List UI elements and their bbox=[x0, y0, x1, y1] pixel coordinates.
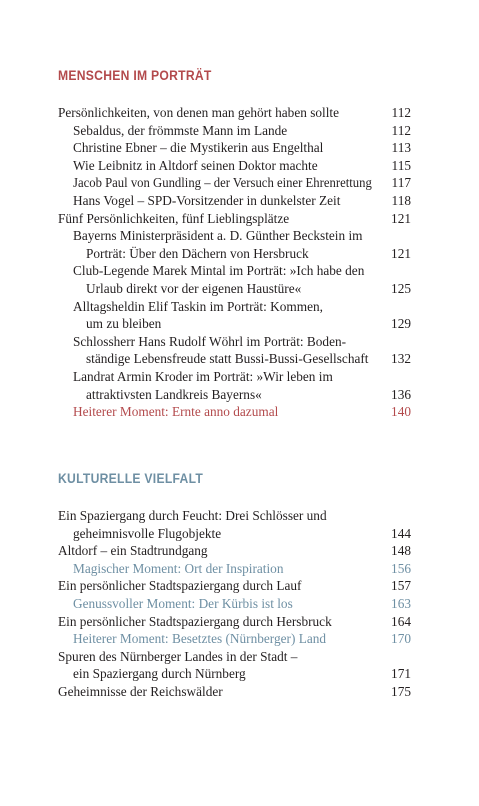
toc-entry[interactable] bbox=[58, 139, 411, 157]
toc-entry-title: Alltagsheldin Elif Taskin im Porträt: Kommen, bbox=[73, 298, 323, 314]
toc-entry-page: 132 bbox=[391, 351, 411, 367]
toc-entry-page: 113 bbox=[391, 140, 411, 156]
toc-entry[interactable] bbox=[58, 122, 411, 140]
toc-entry-title: Ein persönlicher Stadtspaziergang durch Lauf bbox=[58, 578, 302, 594]
toc-entry-page: 129 bbox=[391, 316, 411, 332]
toc-entry-continuation[interactable] bbox=[58, 665, 411, 683]
toc-entry-title: Heiterer Moment: Besetztes (Nürnberger) Land bbox=[73, 631, 327, 647]
toc-entry-page: 115 bbox=[391, 157, 411, 173]
toc-entry-title: Hans Vogel – SPD-Vorsitzender in dunkelster Zeit bbox=[73, 192, 341, 208]
toc-entry-highlight[interactable] bbox=[58, 630, 411, 648]
toc-entry-continuation[interactable] bbox=[58, 245, 411, 263]
toc-entry-page: 140 bbox=[391, 404, 411, 420]
toc-entry-title: Wie Leibnitz in Altdorf seinen Doktor machte bbox=[73, 157, 318, 173]
toc-entry-title: um zu bleiben bbox=[86, 316, 162, 332]
toc-entry-page: 175 bbox=[391, 683, 411, 699]
toc-entry[interactable] bbox=[58, 227, 411, 245]
toc-entry-page: 164 bbox=[391, 613, 411, 629]
toc-entry-title: Sebaldus, der frömmste Mann im Lande bbox=[73, 122, 288, 138]
toc-entry-title: Porträt: Über den Dächern von Hersbruck bbox=[86, 245, 309, 261]
toc-entry[interactable] bbox=[58, 298, 411, 316]
toc-entry[interactable] bbox=[58, 174, 411, 192]
toc-entry-title: Club-Legende Marek Mintal im Porträt: »Ich habe den bbox=[73, 263, 365, 279]
toc-entry-title: Spuren des Nürnberger Landes in der Stadt – bbox=[58, 648, 298, 664]
toc-entry-title: Schlossherr Hans Rudolf Wöhrl im Porträt: Boden- bbox=[73, 333, 347, 349]
toc-entry-continuation[interactable] bbox=[58, 350, 411, 368]
toc-entry-page: 121 bbox=[391, 210, 411, 226]
toc-entry-page: 136 bbox=[391, 386, 411, 402]
section-heading-kulturelle-vielfalt: KULTURELLE VIELFALT bbox=[58, 471, 204, 486]
toc-entry-page: 148 bbox=[391, 543, 411, 559]
toc-entry-continuation[interactable] bbox=[58, 315, 411, 333]
toc-entry-page: 163 bbox=[391, 595, 411, 611]
toc-entry-continuation[interactable] bbox=[58, 386, 411, 404]
toc-entry-title: ein Spaziergang durch Nürnberg bbox=[73, 666, 246, 682]
toc-list-menschen-im-portraet bbox=[58, 104, 411, 421]
toc-entry-page: 112 bbox=[391, 122, 411, 138]
toc-entry[interactable] bbox=[58, 542, 411, 560]
toc-entry-title: Altdorf – ein Stadtrundgang bbox=[58, 543, 208, 559]
toc-entry-title: Bayerns Ministerpräsident a. D. Günther Beckstein im bbox=[73, 228, 363, 244]
toc-entry[interactable] bbox=[58, 507, 411, 525]
toc-entry-page: 112 bbox=[391, 105, 411, 120]
toc-entry-title bbox=[73, 174, 386, 192]
toc-entry-title: Urlaub direkt vor der eigenen Haustüre« bbox=[86, 280, 302, 296]
toc-entry-title: attraktivsten Landkreis Bayerns« bbox=[86, 386, 262, 402]
toc-entry[interactable] bbox=[58, 683, 411, 701]
toc-entry[interactable] bbox=[58, 613, 411, 631]
toc-entry-title: Magischer Moment: Ort der Inspiration bbox=[73, 560, 284, 576]
toc-entry-page: 121 bbox=[391, 245, 411, 261]
toc-entry[interactable] bbox=[58, 648, 411, 666]
toc-entry[interactable] bbox=[58, 210, 411, 228]
toc-entry-title: geheimnisvolle Flugobjekte bbox=[73, 525, 222, 541]
toc-entry-highlight[interactable] bbox=[58, 560, 411, 578]
section-heading-menschen-im-portraet: MENSCHEN IM PORTRÄT bbox=[58, 68, 212, 83]
toc-entry-page: 117 bbox=[391, 175, 411, 191]
toc-entry-continuation[interactable] bbox=[58, 525, 411, 543]
toc-entry[interactable] bbox=[58, 368, 411, 386]
toc-entry-title: Ein Spaziergang durch Feucht: Drei Schlösser und bbox=[58, 508, 327, 523]
toc-entry-title: Geheimnisse der Reichswälder bbox=[58, 683, 223, 699]
toc-entry-title-text: Jacob Paul von Gundling – der Versuch einer Ehrenrettung bbox=[73, 175, 372, 191]
toc-entry[interactable] bbox=[58, 157, 411, 175]
toc-entry-title: Christine Ebner – die Mystikerin aus Engelthal bbox=[73, 140, 324, 156]
toc-entry-page: 118 bbox=[391, 192, 411, 208]
toc-entry[interactable] bbox=[58, 262, 411, 280]
toc-entry-page: 171 bbox=[391, 666, 411, 682]
toc-entry-title: Persönlichkeiten, von denen man gehört haben sollte bbox=[58, 105, 340, 120]
toc-entry-page: 144 bbox=[391, 525, 411, 541]
toc-entry[interactable] bbox=[58, 333, 411, 351]
toc-entry-page: 125 bbox=[391, 280, 411, 296]
toc-entry[interactable] bbox=[58, 577, 411, 595]
toc-entry-continuation[interactable] bbox=[58, 280, 411, 298]
toc-list-kulturelle-vielfalt bbox=[58, 507, 411, 701]
toc-entry-page: 170 bbox=[391, 631, 411, 647]
toc-entry[interactable] bbox=[58, 192, 411, 210]
toc-entry-title: Heiterer Moment: Ernte anno dazumal bbox=[73, 404, 279, 420]
toc-entry-highlight[interactable] bbox=[58, 595, 411, 613]
toc-entry-title: Fünf Persönlichkeiten, fünf Lieblingsplätze bbox=[58, 210, 290, 226]
toc-entry-page: 157 bbox=[391, 578, 411, 594]
toc-entry-page: 156 bbox=[391, 560, 411, 576]
toc-entry-title: Ein persönlicher Stadtspaziergang durch Hersbruck bbox=[58, 613, 332, 629]
toc-entry-highlight[interactable] bbox=[58, 403, 411, 421]
toc-entry-title: Landrat Armin Kroder im Porträt: »Wir leben im bbox=[73, 368, 333, 384]
toc-entry[interactable] bbox=[58, 104, 411, 122]
toc-entry-title: ständige Lebensfreude statt Bussi-Bussi-Gesellschaft bbox=[86, 351, 369, 367]
toc-entry-title: Genussvoller Moment: Der Kürbis ist los bbox=[73, 595, 293, 611]
